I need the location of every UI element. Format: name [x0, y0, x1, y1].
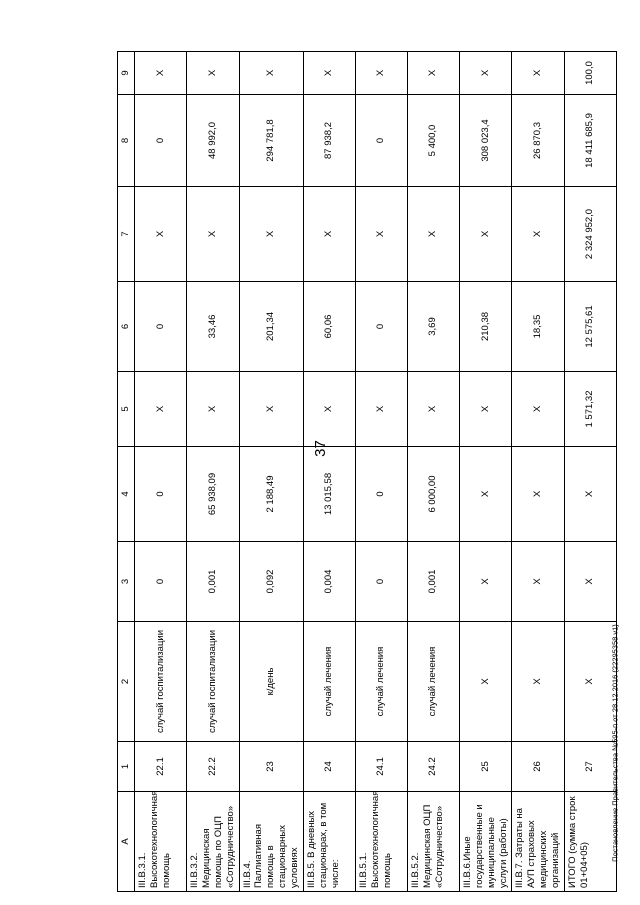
row-label-cell: III.В.5. В дневных стационарах, в том числе:: [303, 792, 355, 892]
table-cell: 33,46: [187, 282, 240, 372]
table-cell: 0: [355, 542, 407, 622]
table-cell: Х: [407, 372, 459, 447]
table-cell: 65 938,09: [187, 447, 240, 542]
table-cell: 2 324 952,0: [564, 187, 616, 282]
table-cell: 0: [135, 282, 187, 372]
table-cell: Х: [187, 187, 240, 282]
header-row: [118, 52, 135, 892]
table-cell: Х: [239, 52, 303, 95]
table-cell: 12 575,61: [564, 282, 616, 372]
table-cell: Х: [303, 52, 355, 95]
column-header: А: [118, 792, 135, 892]
column-header: 2: [118, 622, 135, 742]
table-cell: случай госпитализации: [187, 622, 240, 742]
table-cell: Х: [303, 187, 355, 282]
table-cell: Х: [135, 372, 187, 447]
row-label-cell: III.В.4. Паллиативная помощь в стационарных условиях: [239, 792, 303, 892]
table-cell: Х: [239, 187, 303, 282]
table-cell: к/день: [239, 622, 303, 742]
table-cell: 201,34: [239, 282, 303, 372]
data-table: [117, 51, 617, 892]
table-cell: 3,69: [407, 282, 459, 372]
table-cell: Х: [459, 372, 512, 447]
table-cell: 24.1: [355, 742, 407, 792]
table-row: [355, 52, 407, 892]
table-cell: Х: [512, 542, 565, 622]
table-cell: Х: [512, 372, 565, 447]
table-cell: 0,001: [187, 542, 240, 622]
table-cell: 22.1: [135, 742, 187, 792]
table-cell: Х: [459, 187, 512, 282]
table-cell: 0,004: [303, 542, 355, 622]
table-cell: 308 023,4: [459, 95, 512, 187]
table-cell: Х: [512, 52, 565, 95]
row-label-cell: ИТОГО (сумма строк 01+04+05): [564, 792, 616, 892]
table-body: [135, 52, 617, 892]
table-cell: 0: [355, 95, 407, 187]
table-cell: Х: [459, 542, 512, 622]
table-area: [117, 52, 596, 892]
row-label-cell: III.В.6.Иные государственные и муниципальные услуги (работы): [459, 792, 512, 892]
table-cell: 22.2: [187, 742, 240, 792]
table-cell: 0: [135, 447, 187, 542]
table-cell: 18 411 685,9: [564, 95, 616, 187]
table-cell: Х: [407, 187, 459, 282]
table-cell: Х: [355, 52, 407, 95]
table-cell: 2 188,49: [239, 447, 303, 542]
table-cell: Х: [355, 187, 407, 282]
table-cell: 26 870,3: [512, 95, 565, 187]
table-cell: 13 015,58: [303, 447, 355, 542]
table-cell: Х: [512, 447, 565, 542]
table-row: [459, 52, 512, 892]
table-cell: Х: [512, 187, 565, 282]
table-cell: Х: [187, 52, 240, 95]
table-cell: 60,06: [303, 282, 355, 372]
footer-text: Постановление Правительства №595-п от 28.12.2016 (22295358 v1): [610, 624, 620, 862]
table-cell: Х: [459, 447, 512, 542]
table-cell: 1 571,32: [564, 372, 616, 447]
table-cell: Х: [355, 372, 407, 447]
table-cell: случай лечения: [303, 622, 355, 742]
table-cell: 25: [459, 742, 512, 792]
table-cell: Х: [459, 52, 512, 95]
table-cell: 210,38: [459, 282, 512, 372]
table-cell: 294 781,8: [239, 95, 303, 187]
table-cell: Х: [564, 447, 616, 542]
table-row: [564, 52, 616, 892]
column-header: 1: [118, 742, 135, 792]
table-row: [303, 52, 355, 892]
column-header: 3: [118, 542, 135, 622]
table-cell: Х: [303, 372, 355, 447]
table-cell: 100,0: [564, 52, 616, 95]
table-cell: 0: [355, 282, 407, 372]
table-cell: 18,35: [512, 282, 565, 372]
table-cell: Х: [135, 187, 187, 282]
table-cell: 0: [355, 447, 407, 542]
table-cell: случай лечения: [407, 622, 459, 742]
table-cell: 0,001: [407, 542, 459, 622]
table-cell: Х: [187, 372, 240, 447]
table-row: [239, 52, 303, 892]
page-number: 37: [311, 439, 329, 457]
table-cell: случай госпитализации: [135, 622, 187, 742]
table-cell: 24.2: [407, 742, 459, 792]
column-header: 8: [118, 95, 135, 187]
table-cell: 87 938,2: [303, 95, 355, 187]
table-cell: Х: [135, 52, 187, 95]
table-row: [135, 52, 187, 892]
financing-table: [117, 52, 596, 892]
table-cell: 5 400,0: [407, 95, 459, 187]
row-label-cell: III.В.5.1. Высокотехнологичная помощь: [355, 792, 407, 892]
table-cell: Х: [564, 622, 616, 742]
table-cell: 24: [303, 742, 355, 792]
column-header: 9: [118, 52, 135, 95]
table-row: [187, 52, 240, 892]
row-label-cell: III.В.3.2. Медицинская помощь по ОЦП «Сотрудничество»: [187, 792, 240, 892]
row-label-cell: III.В.7. Затраты на АУП страховых медицинских организаций: [512, 792, 565, 892]
table-cell: 0,092: [239, 542, 303, 622]
table-cell: случай лечения: [355, 622, 407, 742]
table-cell: 0: [135, 542, 187, 622]
table-cell: 0: [135, 95, 187, 187]
table-row: [407, 52, 459, 892]
table-cell: 23: [239, 742, 303, 792]
column-header: 4: [118, 447, 135, 542]
column-header: 5: [118, 372, 135, 447]
row-label-cell: III.В.3.1. Высокотехнологичная помощь: [135, 792, 187, 892]
table-cell: 48 992,0: [187, 95, 240, 187]
table-cell: 26: [512, 742, 565, 792]
row-label-cell: III.В.5.2. Медицинская ОЦП «Сотрудничество»: [407, 792, 459, 892]
column-header: 7: [118, 187, 135, 282]
column-header: 6: [118, 282, 135, 372]
table-cell: 6 000,00: [407, 447, 459, 542]
table-cell: Х: [459, 622, 512, 742]
table-cell: Х: [564, 542, 616, 622]
table-cell: Х: [239, 372, 303, 447]
table-cell: Х: [407, 52, 459, 95]
table-row: [512, 52, 565, 892]
table-cell: 27: [564, 742, 616, 792]
table-cell: Х: [512, 622, 565, 742]
